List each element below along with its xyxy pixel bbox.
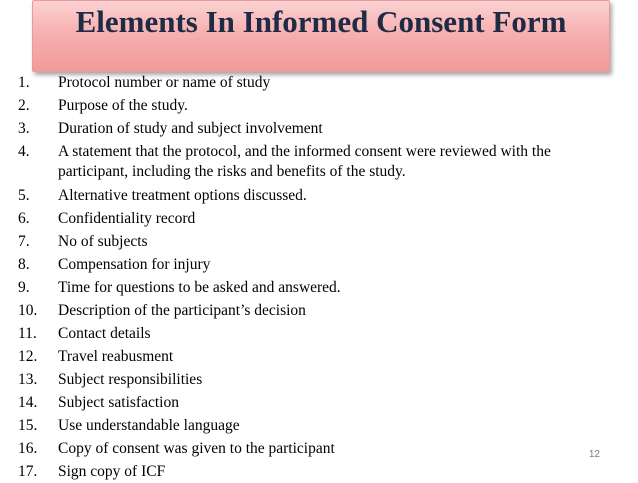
list-number: 16. bbox=[18, 440, 38, 457]
list-number: 13. bbox=[18, 371, 38, 388]
list-item bbox=[0, 299, 600, 322]
list-number: 14. bbox=[18, 394, 38, 411]
list-number: 15. bbox=[18, 417, 38, 434]
list-item bbox=[0, 414, 600, 437]
list-number: 6. bbox=[18, 210, 30, 227]
list-item bbox=[0, 276, 600, 299]
list-number: 3. bbox=[18, 120, 30, 137]
list-number: 17. bbox=[18, 463, 38, 480]
list-item bbox=[0, 345, 600, 368]
list-number: 7. bbox=[18, 233, 30, 250]
list-item bbox=[0, 94, 600, 117]
page-title: Elements In Informed Consent Form bbox=[75, 4, 567, 39]
list-item bbox=[0, 71, 600, 94]
elements-list bbox=[0, 71, 600, 483]
list-number: 10. bbox=[18, 302, 38, 319]
list-text: Duration of study and subject involvement bbox=[58, 120, 323, 137]
list-text: Copy of consent was given to the participant bbox=[58, 440, 335, 457]
list-text: Purpose of the study. bbox=[58, 97, 188, 114]
list-number: 11. bbox=[18, 325, 37, 342]
list-item bbox=[0, 207, 600, 230]
page-number: 12 bbox=[588, 449, 600, 460]
list-item bbox=[0, 140, 600, 184]
list-text: Time for questions to be asked and answered. bbox=[58, 279, 341, 296]
list-item bbox=[0, 391, 600, 414]
list-number: 1. bbox=[18, 74, 30, 91]
list-item bbox=[0, 322, 600, 345]
list-text: Subject satisfaction bbox=[58, 394, 179, 411]
list-number: 8. bbox=[18, 256, 30, 273]
list-item bbox=[0, 230, 600, 253]
list-text: Protocol number or name of study bbox=[58, 74, 271, 91]
list-number: 9. bbox=[18, 279, 30, 296]
list-text: Description of the participant’s decision bbox=[58, 302, 306, 319]
list-text: Sign copy of ICF bbox=[58, 463, 166, 480]
list-item bbox=[0, 437, 600, 460]
list-item bbox=[0, 184, 600, 207]
list-number: 12. bbox=[18, 348, 38, 365]
list-text: Use understandable language bbox=[58, 417, 240, 434]
list-text: Compensation for injury bbox=[58, 256, 211, 273]
list-item bbox=[0, 253, 600, 276]
title-banner bbox=[32, 0, 610, 72]
list-text: Subject responsibilities bbox=[58, 371, 203, 388]
list-item bbox=[0, 460, 600, 483]
list-text: No of subjects bbox=[58, 233, 148, 250]
list-text: Alternative treatment options discussed. bbox=[58, 187, 307, 204]
list-item bbox=[0, 117, 600, 140]
list-item bbox=[0, 368, 600, 391]
list-number: 5. bbox=[18, 187, 30, 204]
list-text: Travel reabusment bbox=[58, 348, 174, 365]
list-number: 2. bbox=[18, 97, 30, 114]
list-text: Confidentiality record bbox=[58, 210, 196, 227]
list-number: 4. bbox=[18, 143, 30, 160]
list-text: A statement that the protocol, and the informed consent were reviewed with the participant, including the risks and benefits of the study. bbox=[58, 143, 551, 180]
list-text: Contact details bbox=[58, 325, 151, 342]
